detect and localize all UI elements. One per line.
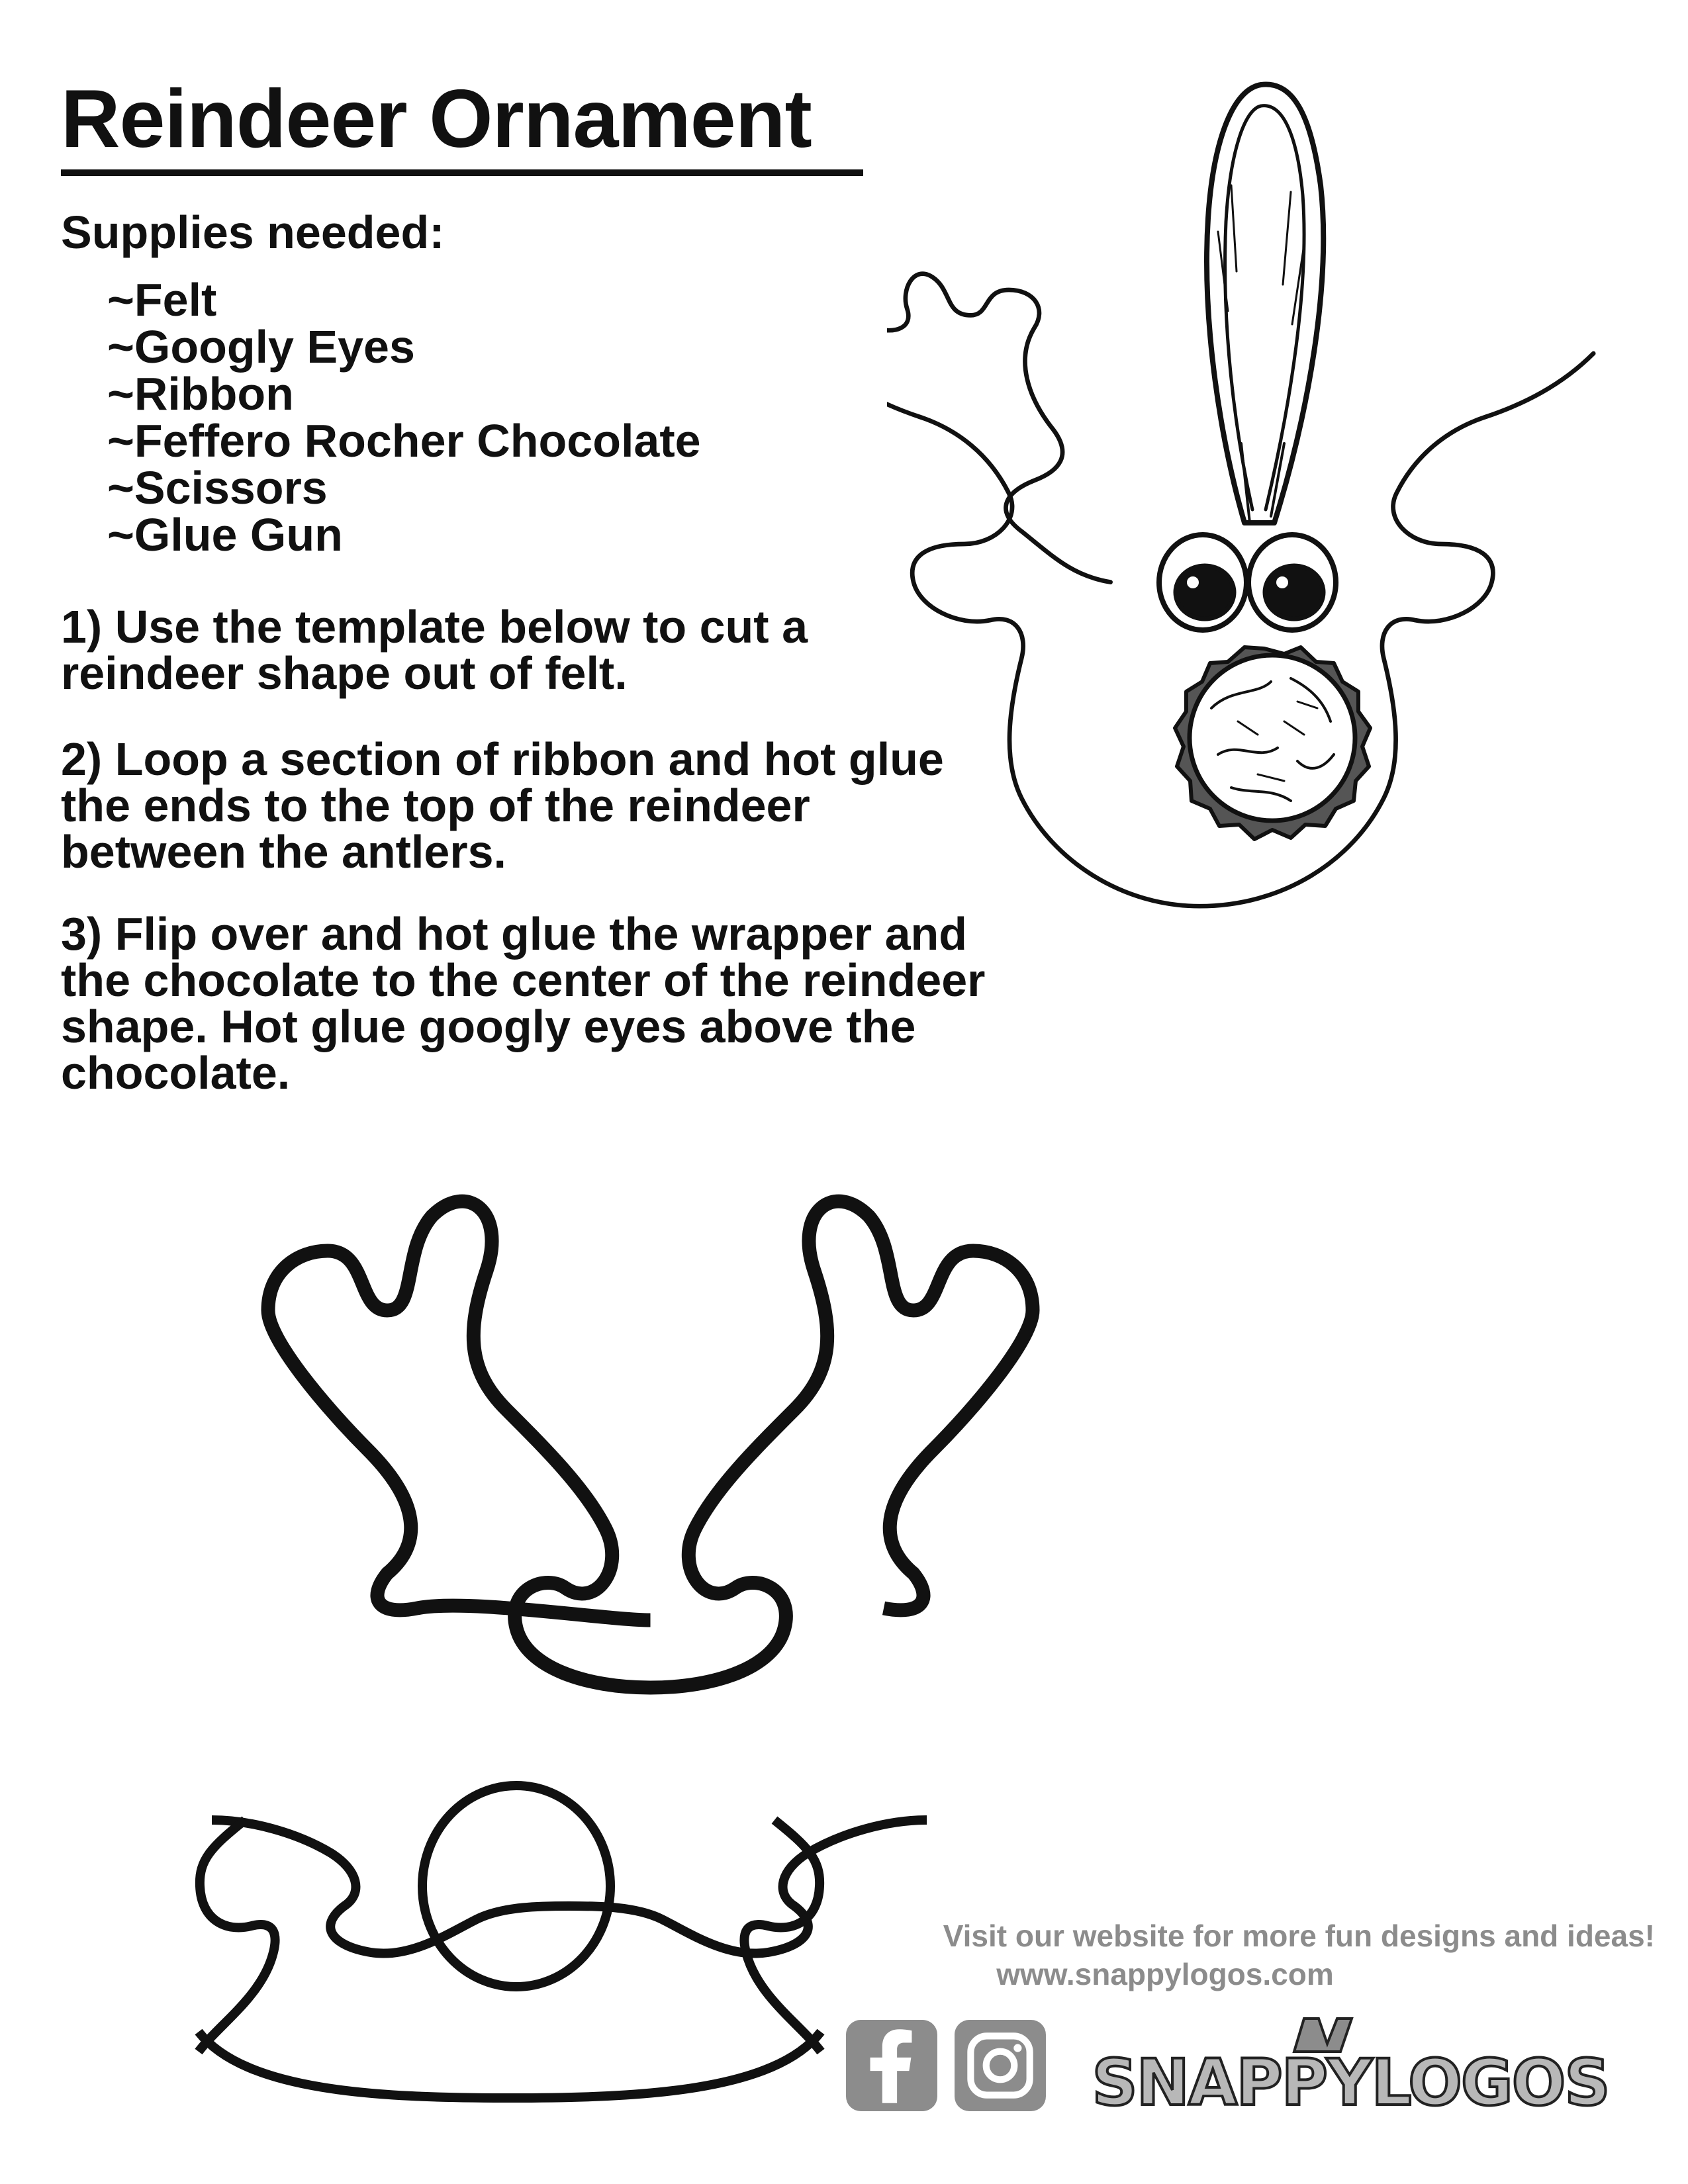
ribbon-loop bbox=[1207, 85, 1323, 523]
googly-eyes bbox=[1159, 535, 1336, 630]
instruction-step-3: 3) Flip over and hot glue the wrapper and the chocolate to the center of the reindeer shape. Hot glue googly eyes above the chocolate. bbox=[61, 908, 986, 1099]
supplies-heading: Supplies needed: bbox=[61, 206, 445, 258]
chocolate-ball bbox=[1190, 655, 1355, 821]
svg-text:SNAPPYLOGOS: SNAPPYLOGOS bbox=[1092, 2046, 1609, 2120]
title-underline bbox=[61, 169, 863, 176]
footer-website-link[interactable]: www.snappylogos.com bbox=[996, 1957, 1334, 1991]
instruction-step-2: 2) Loop a section of ribbon and hot glue the ends to the top of the reindeer between the antlers. bbox=[61, 733, 944, 878]
snappylogos-logo bbox=[1059, 2005, 1642, 2131]
instagram-icon[interactable] bbox=[953, 2019, 1047, 2113]
supply-item-chocolate: ~Feffero Rocher Chocolate bbox=[107, 415, 701, 467]
supply-item-felt: ~Felt bbox=[107, 274, 217, 326]
instruction-step-1: 1) Use the template below to cut a reindeer shape out of felt. bbox=[61, 601, 808, 699]
facebook-icon[interactable] bbox=[845, 2019, 939, 2113]
supplies-list bbox=[107, 274, 701, 561]
template-nose-hole bbox=[422, 1786, 610, 1987]
finished-ornament-illustration bbox=[887, 73, 1642, 986]
supply-item-glue-gun: ~Glue Gun bbox=[107, 509, 343, 561]
supply-item-ribbon: ~Ribbon bbox=[107, 368, 294, 420]
template-jaw-outline bbox=[199, 2032, 821, 2098]
template-face-outline bbox=[199, 1820, 821, 2052]
supply-item-scissors: ~Scissors bbox=[107, 462, 328, 514]
page-title: Reindeer Ornament bbox=[61, 73, 812, 165]
footer-visit-text: Visit our website for more fun designs and ideas! bbox=[943, 1919, 1655, 1953]
supply-item-googly-eyes: ~Googly Eyes bbox=[107, 321, 415, 373]
template-reindeer-shape bbox=[268, 1201, 1033, 1688]
